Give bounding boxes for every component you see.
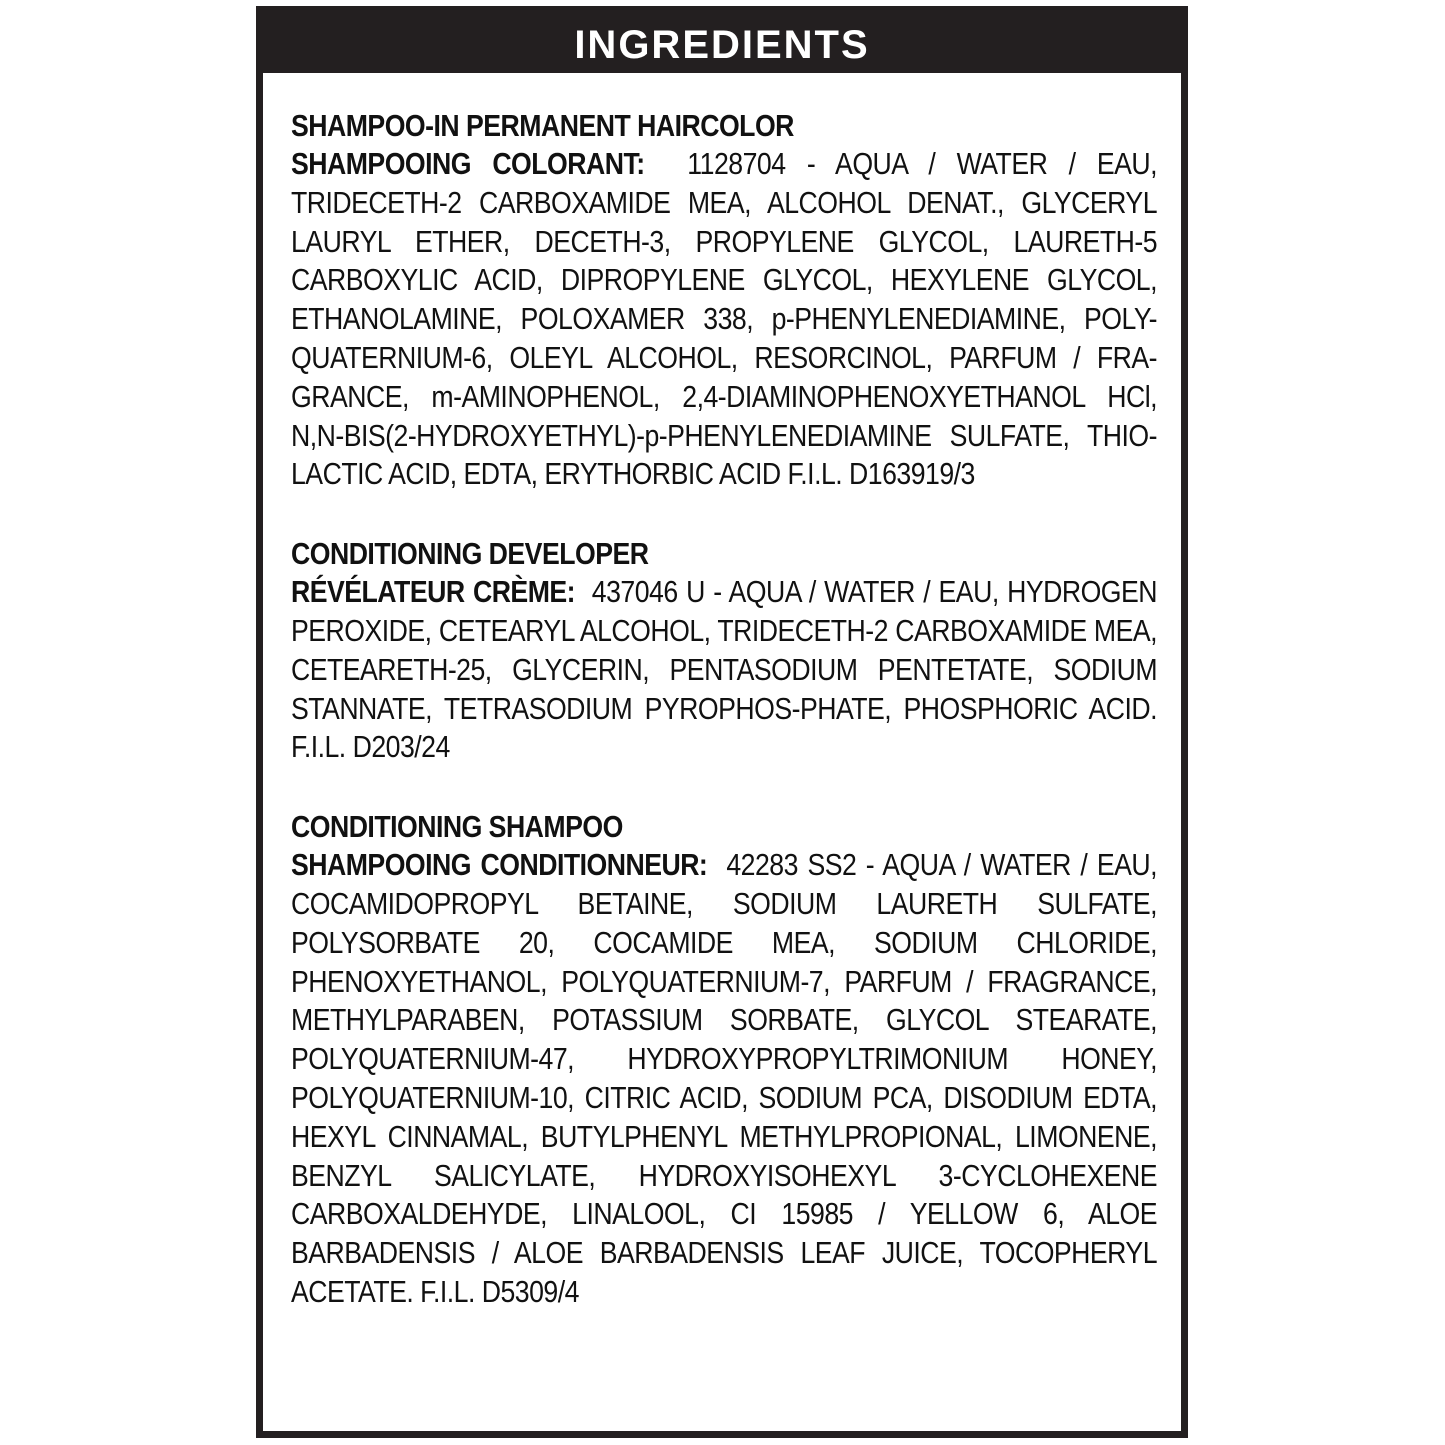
ingredients-panel	[256, 6, 1188, 1438]
section-developer	[291, 534, 1157, 767]
header-bar	[263, 13, 1181, 73]
ingredient-list	[291, 573, 1157, 767]
page-title: INGREDIENTS	[574, 23, 870, 67]
section-heading: SHAMPOO-IN PERMANENT HAIRCOLOR	[291, 108, 794, 143]
ingredient-text: 1128704 - AQUA / WATER / EAU, TRIDECETH-2 CARBOXAMIDE MEA, ALCOHOL DENAT., GLYCERYL LAURYL ETHER, DECETH-3, PROPYLENE GLYCOL, LAURETH-5 CARBOXYLIC ACID, DIPROPYLENE GLYCOL, HEXYLENE GLYCOL, ETHANOLAMINE, POLOXAMER 338, p-PHENYLENEDIAMINE, POLY-QUATERNIUM-6, OLEYL ALCOHOL, RESORCINOL, PARFUM / FRA-GRANCE, m-AMINOPHENOL, 2,4-DIAMINOPHENOXYETHANOL HCl, N,N-BIS(2-HYDROXYETHYL)-p-PHENYLENEDIAMINE SULFATE, THIO-LACTIC ACID, EDTA, ERYTHORBIC ACID F.I.L. D163919/3	[291, 146, 1158, 492]
ingredient-list	[291, 846, 1157, 1312]
section-heading: CONDITIONING SHAMPOO	[291, 809, 623, 845]
ingredient-text: 437046 U - AQUA / WATER / EAU, HYDROGEN PEROXIDE, CETEARYL ALCOHOL, TRIDECETH-2 CARBOXAMIDE MEA, CETEARETH-25, GLYCERIN, PENTASODIUM PENTETATE, SODIUM STANNATE, TETRASODIUM PYROPHOS-PHATE, PHOSPHORIC ACID. F.I.L. D203/24	[291, 574, 1158, 765]
product-label: SHAMPOOING COLORANT:	[291, 146, 645, 181]
section-shampoo	[291, 807, 1157, 1312]
ingredient-text: 42283 SS2 - AQUA / WATER / EAU, COCAMIDOPROPYL BETAINE, SODIUM LAURETH SULFATE, POLYSORBATE 20, COCAMIDE MEA, SODIUM CHLORIDE, PHENOXYETHANOL, POLYQUATERNIUM-7, PARFUM / FRAGRANCE, METHYLPARABEN, POTASSIUM SORBATE, GLYCOL STEARATE, POLYQUATERNIUM-47, HYDROXYPROPYLTRIMONIUM HONEY, POLYQUATERNIUM-10, CITRIC ACID, SODIUM PCA, DISODIUM EDTA, HEXYL CINNAMAL, BUTYLPHENYL METHYLPROPIONAL, LIMONENE, BENZYL SALICYLATE, HYDROXYISOHEXYL 3-CYCLOHEXENE CARBOXALDEHYDE, LINALOOL, CI 15985 / YELLOW 6, ALOE BARBADENSIS / ALOE BARBADENSIS LEAF JUICE, TOCOPHERYL ACETATE. F.I.L. D5309/4	[291, 847, 1158, 1309]
section-heading: CONDITIONING DEVELOPER	[291, 536, 649, 572]
section-haircolor	[291, 106, 1157, 494]
product-label: RÉVÉLATEUR CRÈME:	[291, 574, 576, 610]
ingredient-list	[291, 145, 1157, 494]
product-label: SHAMPOOING CONDITIONNEUR:	[291, 847, 708, 883]
ingredients-content	[291, 106, 1157, 1352]
